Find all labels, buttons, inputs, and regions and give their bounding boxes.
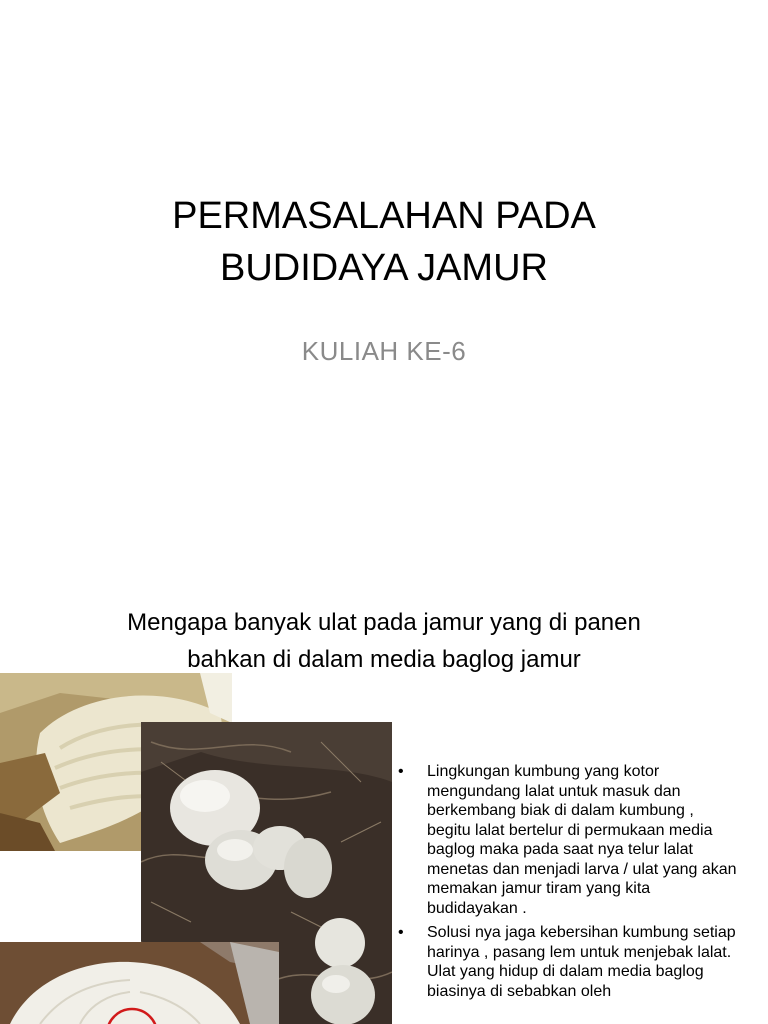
content-slide-title [0, 604, 768, 678]
bullet-marker: • [398, 924, 404, 941]
slide-subtitle: KULIAH KE-6 [301, 336, 467, 366]
bullet-text: Solusi nya jaga kebersihan kumbung setiap harinya , pasang lem untuk menjebak lalat. Ulat yang hidup di dalam media baglog biasinya di sebabkan oleh [427, 924, 736, 1000]
content-title-line-1: Mengapa banyak ulat pada jamur yang di panen [127, 609, 641, 636]
bullet-item [398, 762, 738, 918]
content-slide [0, 576, 768, 1024]
bullet-list [398, 762, 738, 1001]
bullet-marker: • [398, 763, 404, 780]
title-line-2: BUDIDAYA JAMUR [220, 247, 548, 289]
content-title-line-2: bahkan di dalam media baglog jamur [187, 646, 581, 673]
bullet-item [398, 923, 738, 1001]
mushroom-cap-underside-photo [0, 942, 279, 1024]
title-line-1: PERMASALAHAN PADA [172, 195, 596, 237]
bullet-text: Lingkungan kumbung yang kotor mengundang lalat untuk masuk dan berkembang biak di dalam kumbung , begitu lalat bertelur di permukaan media baglog maka pada saat nya telur lalat menetas dan menjadi larva / ulat yang akan memakan jamur tiram yang kita budidayakan . [427, 763, 737, 917]
slide-title [0, 190, 768, 294]
